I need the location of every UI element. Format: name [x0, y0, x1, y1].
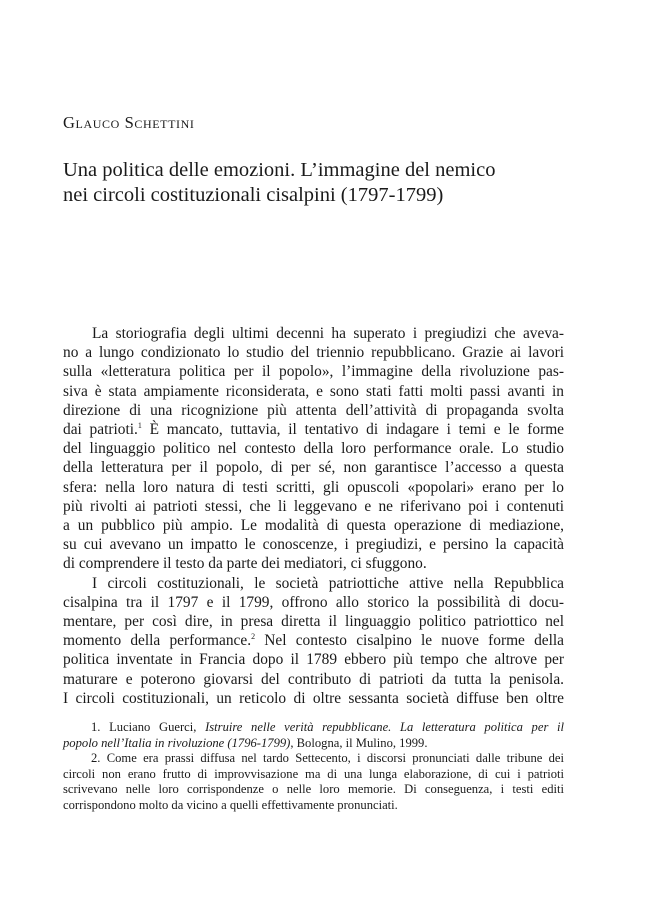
- footnote-line: [63, 736, 564, 752]
- footnotes: [63, 720, 564, 814]
- text-line: direzione di una ricognizione più attenta dell’attività di propaganda svolta: [63, 401, 564, 419]
- footnote-line: circoli non erano frutto di improvvisazione ma di una lunga elaborazione, di cui i patrioti: [63, 766, 564, 781]
- text-line: politica inventate in Francia dopo il 1789 ebbero più tempo che altrove per: [63, 651, 564, 669]
- footnote-line: scrivevano nelle loro corrispondenze o nelle loro memorie. Di conseguenza, i testi editi: [63, 782, 564, 797]
- text-line: [63, 631, 564, 650]
- text-line: più rivolti ai patrioti stessi, che li leggevano e ne riferivano poi i contenuti: [63, 497, 564, 515]
- text-line: no a lungo condizionato lo studio del triennio repubblicano. Grazie ai lavori: [63, 344, 564, 362]
- text-segment: momento della performance.: [63, 632, 252, 650]
- footnote-line: [63, 720, 564, 736]
- text-segment: Nel contesto cisalpino le nuove forme della: [255, 632, 564, 650]
- book-title: popolo nell’Italia in rivoluzione (1796-1799): [63, 735, 291, 750]
- text-line: su cui avevano un impatto le conoscenze, i pregiudizi, e persino la capacità: [63, 536, 564, 554]
- text-line: del linguaggio politico nel contesto della loro performance orale. Lo studio: [63, 440, 564, 458]
- text-line: sfera: nella loro natura di testi scritti, gli opuscoli «popolari» erano per lo: [63, 478, 564, 496]
- footnote-1: [63, 720, 564, 751]
- footnote-ref-2[interactable]: 2: [251, 632, 256, 642]
- text-line: cisalpina tra il 1797 e il 1799, offrono allo storico la possibilità di docu-: [63, 593, 564, 611]
- body-text: [63, 324, 564, 708]
- text-segment: È mancato, tuttavia, il tentativo di indagare i temi e le forme: [141, 421, 564, 439]
- book-title: Istruire nelle verità repubblicane. La letteratura politica per il: [205, 720, 564, 734]
- text-line: maturare e poterono giovarsi del contributo di patrioti da tutta la penisola.: [63, 670, 564, 688]
- footnote-2: [63, 751, 564, 813]
- footnote-text: 1. Luciano Guerci,: [91, 720, 206, 734]
- footnote-text: , Bologna, il Mulino, 1999.: [290, 735, 428, 750]
- paragraph-1: [63, 324, 564, 574]
- footnote-line: 2. Come era prassi diffusa nel tardo Settecento, i discorsi pronunciati dalle tribune dei: [91, 751, 564, 766]
- footnote-ref-1[interactable]: 1: [137, 420, 142, 430]
- text-line: mentare, per così dire, in presa diretta il linguaggio politico patriottico nel: [63, 613, 564, 631]
- footnote-line: corrispondono molto da vicino a quelli effettivamente pronunciati.: [63, 797, 398, 812]
- article-title: [63, 158, 603, 208]
- paragraph-2: [63, 574, 564, 708]
- text-line: I circoli costituzionali, un reticolo di oltre sessanta società diffuse ben oltre: [63, 689, 564, 707]
- text-line: della letteratura per il popolo, di per sé, non garantisce l’accesso a questa: [63, 459, 564, 477]
- text-line: sulla «letteratura politica per il popolo», l’immagine della rivoluzione pas-: [63, 363, 564, 381]
- text-line: [63, 420, 564, 439]
- title-line: Una politica delle emozioni. L’immagine del nemico: [63, 159, 496, 181]
- text-line: La storiografia degli ultimi decenni ha superato i pregiudizi che aveva-: [92, 325, 564, 342]
- title-line: nei circoli costituzionali cisalpini (1797-1799): [63, 184, 444, 206]
- author-name: Glauco Schettini: [63, 113, 195, 132]
- text-line: I circoli costituzionali, le società patriottiche attive nella Repubblica: [92, 574, 564, 592]
- text-segment: dai patrioti.: [63, 421, 138, 439]
- text-line: siva è stata ampiamente riconsiderata, e sono stati fatti molti passi avanti in: [63, 382, 564, 400]
- text-line: a un pubblico più ampio. Le modalità di questa operazione di mediazione,: [63, 517, 564, 535]
- text-line: di comprendere il testo da parte dei mediatori, ci sfuggono.: [63, 555, 427, 573]
